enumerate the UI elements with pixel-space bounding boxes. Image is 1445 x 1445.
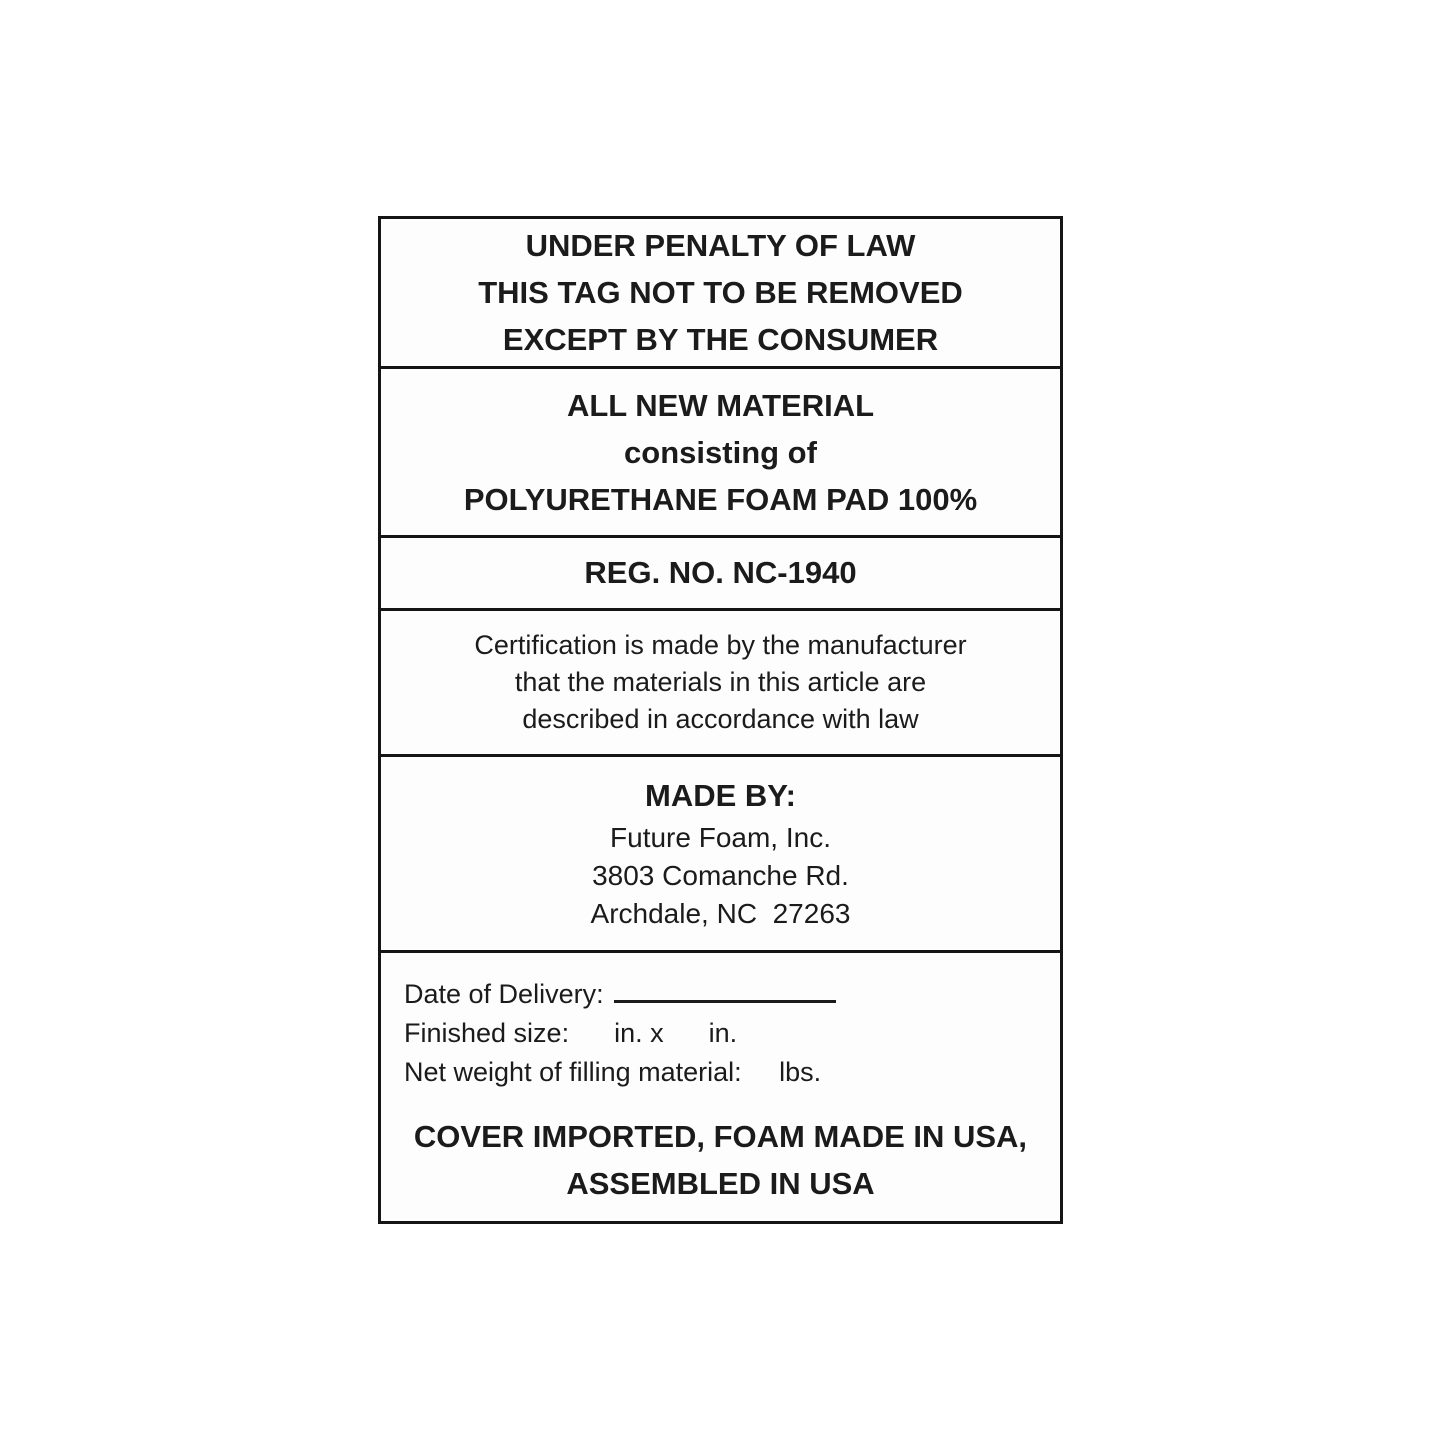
manufacturer-city-state-zip: Archdale, NC 27263	[590, 897, 851, 929]
certification-line-1: Certification is made by the manufacturer	[474, 630, 967, 660]
law-label	[378, 216, 1063, 1224]
origin-line-2: ASSEMBLED IN USA	[566, 1166, 875, 1201]
penalty-section	[381, 219, 1060, 369]
delivery-details	[381, 953, 1060, 1092]
material-line-2: consisting of	[624, 434, 817, 470]
date-of-delivery-label: Date of Delivery:	[404, 979, 604, 1009]
origin-statement	[381, 1113, 1060, 1221]
origin-line-1: COVER IMPORTED, FOAM MADE IN USA,	[413, 1119, 1028, 1154]
made-by-heading: MADE BY:	[645, 777, 796, 813]
penalty-line-2: THIS TAG NOT TO BE REMOVED	[478, 275, 963, 310]
material-line-3: POLYURETHANE FOAM PAD 100%	[463, 481, 978, 517]
finished-size-line: Finished size: in. x in.	[404, 1018, 738, 1048]
material-line-1: ALL NEW MATERIAL	[566, 387, 875, 423]
made-by-section	[381, 757, 1060, 953]
date-blank-line	[614, 976, 836, 1003]
reg-no-text: REG. NO. NC-1940	[584, 555, 857, 590]
delivery-section	[381, 953, 1060, 1221]
certification-section	[381, 611, 1060, 757]
certification-line-3: described in accordance with law	[522, 704, 919, 734]
penalty-line-3: EXCEPT BY THE CONSUMER	[502, 322, 939, 357]
net-weight-line: Net weight of filling material: lbs.	[404, 1057, 822, 1087]
reg-no-section	[381, 538, 1060, 611]
manufacturer-street: 3803 Comanche Rd.	[592, 859, 849, 891]
material-section	[381, 369, 1060, 538]
manufacturer-name: Future Foam, Inc.	[610, 821, 831, 853]
certification-line-2: that the materials in this article are	[514, 667, 927, 697]
date-of-delivery-line	[404, 975, 1060, 1014]
penalty-line-1: UNDER PENALTY OF LAW	[525, 228, 916, 263]
